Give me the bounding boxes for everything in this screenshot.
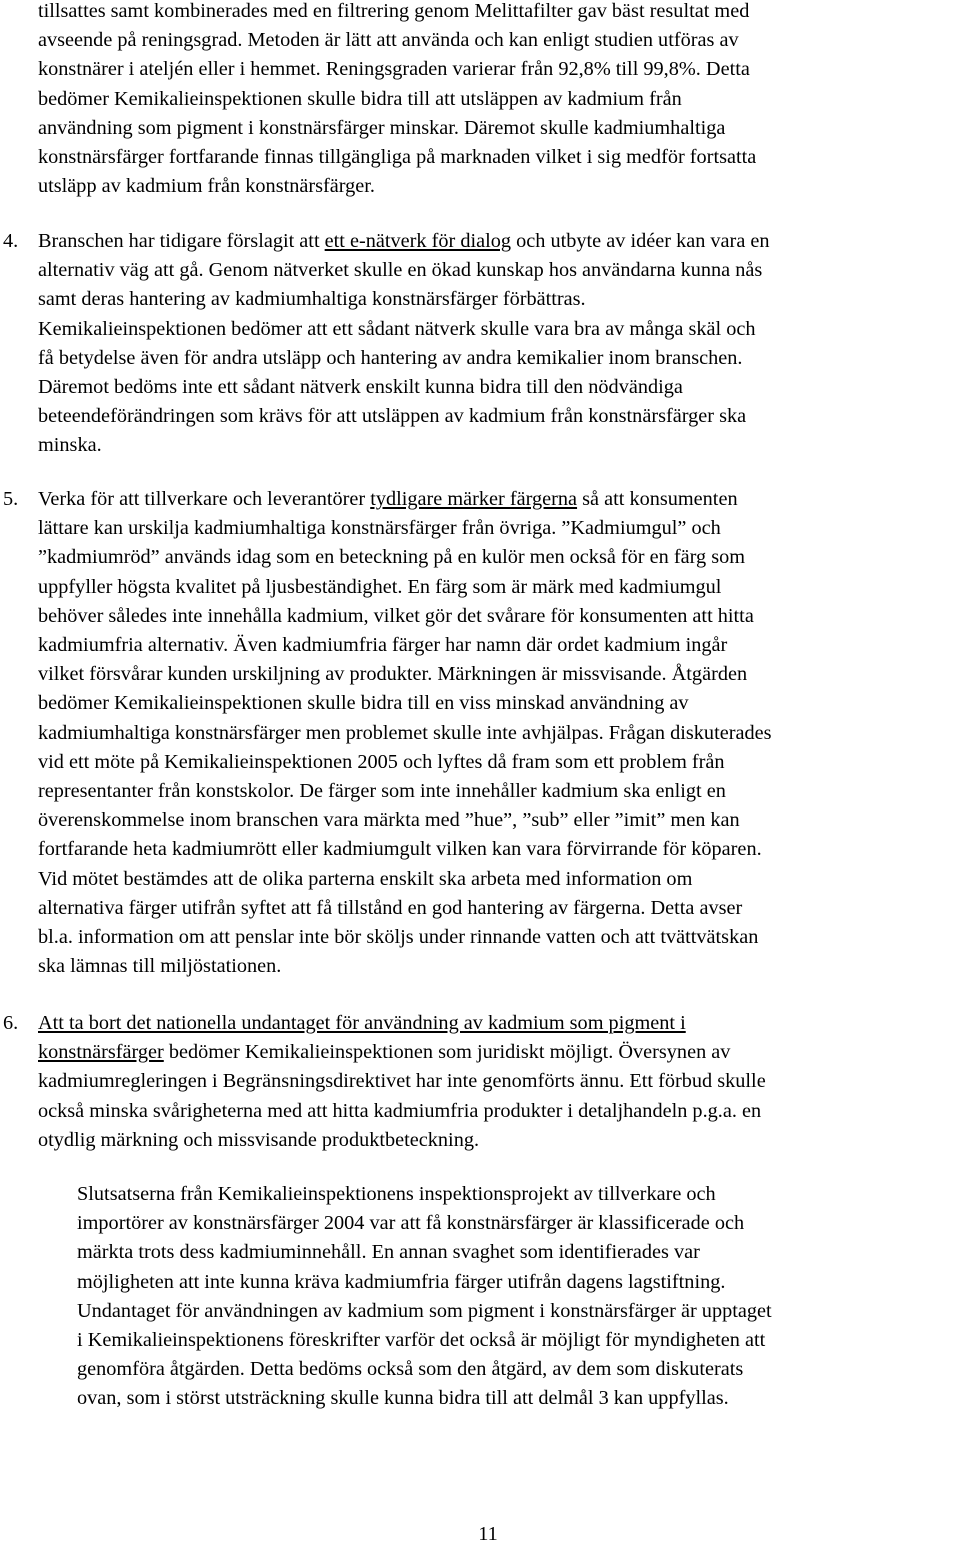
text-line: fortfarande heta kadmiumrött eller kadmiumgult vilken kan vara förvirrande för köparen. bbox=[38, 838, 762, 861]
intro-paragraph bbox=[38, 0, 958, 201]
text-line: Däremot bedöms inte ett sådant nätverk enskilt kunna bidra till den nödvändiga bbox=[38, 376, 683, 399]
text-line: representanter från konstskolor. De färger som inte innehåller kadmium ska enligt en bbox=[38, 780, 726, 803]
text-line bbox=[38, 485, 958, 514]
text-line: kadmiumregleringen i Begränsningsdirektivet har inte genomförts ännu. Ett förbud skulle bbox=[38, 1070, 766, 1093]
text-run: så att konsumenten bbox=[577, 488, 738, 510]
text-line: användning som pigment i konstnärsfärger minskar. Däremot skulle kadmiumhaltiga bbox=[38, 116, 726, 139]
text-line: utsläpp av kadmium från konstnärsfärger. bbox=[38, 175, 375, 198]
text-line: avseende på reningsgrad. Metoden är lätt att använda och kan enligt studien utföras av bbox=[38, 29, 739, 52]
text-line: beteendeförändringen som krävs för att utsläppen av kadmium från konstnärsfärger ska bbox=[38, 405, 747, 428]
conclusion-paragraph bbox=[77, 1180, 957, 1414]
text-line: kadmiumhaltiga konstnärsfärger men problemet skulle inte avhjälpas. Frågan diskuterades bbox=[38, 721, 772, 744]
text-line: också minska svårigheterna med att hitta kadmiumfria produkter i detaljhandeln p.g.a. en bbox=[38, 1099, 762, 1122]
text-line: ”kadmiumröd” används idag som en beteckning på en kulör men också för en färg som bbox=[38, 546, 746, 569]
list-item-body bbox=[38, 1009, 958, 1155]
text-line: uppfyller högsta kvalitet på ljusbeständighet. En färg som är märk med kadmiumgul bbox=[38, 575, 722, 598]
text-line: tillsattes samt kombinerades med en filtrering genom Melittafilter gav bäst resultat med bbox=[38, 0, 750, 22]
text-run: och utbyte av idéer kan vara en bbox=[511, 230, 770, 252]
text-line bbox=[38, 1009, 958, 1038]
list-number: 6. bbox=[3, 1012, 19, 1034]
text-line bbox=[38, 227, 958, 256]
underlined-text: konstnärsfärger bbox=[38, 1041, 164, 1064]
text-line: ovan, som i störst utsträckning skulle kunna bidra till att delmål 3 kan uppfyllas. bbox=[77, 1387, 729, 1410]
text-line: bedömer Kemikalieinspektionen skulle bidra till att utsläppen av kadmium från bbox=[38, 87, 682, 110]
underlined-text: tydligare märker färgerna bbox=[370, 488, 578, 510]
text-line: alternativa färger utifrån syftet att få tillstånd en god hantering av färgerna. Detta avser bbox=[38, 896, 743, 919]
text-line: vid ett möte på Kemikalieinspektionen 2005 och lyftes då fram som ett problem från bbox=[38, 750, 725, 773]
list-item-body bbox=[38, 227, 958, 461]
text-line: minska. bbox=[38, 434, 102, 457]
text-line: alternativ väg att gå. Genom nätverket skulle en ökad kunskap hos användarna kunna nås bbox=[38, 259, 763, 282]
text-line: konstnärsfärger fortfarande finnas tillgängliga på marknaden vilket i sig medför fortsatta bbox=[38, 146, 757, 169]
text-line: vilket försvårar kunden urskiljning av produkter. Märkningen är missvisande. Åtgärden bbox=[38, 663, 748, 686]
text-line: möjligheten att inte kunna kräva kadmiumfria färger utifrån dagens lagstiftning. bbox=[77, 1270, 726, 1293]
underlined-text: Att ta bort det nationella undantaget för användning av kadmium som pigment i bbox=[38, 1012, 686, 1034]
text-line: konstnärer i ateljén eller i hemmet. Reningsgraden varierar från 92,8% till 99,8%. Detta bbox=[38, 58, 750, 81]
text-line: behöver således inte innehålla kadmium, vilket gör det svårare för konsumenten att hitta bbox=[38, 604, 754, 627]
text-line: Vid mötet bestämdes att de olika parterna enskilt ska arbeta med information om bbox=[38, 867, 693, 890]
underlined-text: ett e-nätverk för dialog bbox=[324, 230, 512, 252]
text-line: överenskommelse inom branschen vara märkta med ”hue”, ”sub” eller ”imit” men kan bbox=[38, 809, 740, 832]
text-run: bedömer Kemikalieinspektionen som juridiskt möjligt. Översynen av bbox=[163, 1041, 731, 1064]
text-line: bedömer Kemikalieinspektionen skulle bidra till en viss minskad användning av bbox=[38, 692, 689, 715]
text-line: bl.a. information om att penslar inte bör sköljs under rinnande vatten och att tvättvätskan bbox=[38, 926, 759, 949]
text-line: kadmiumfria alternativ. Även kadmiumfria färger har namn där ordet kadmium ingår bbox=[38, 634, 728, 657]
text-line: lättare kan urskilja kadmiumhaltiga konstnärsfärger från övriga. ”Kadmiumgul” och bbox=[38, 517, 721, 540]
text-line: Slutsatserna från Kemikalieinspektionens inspektionsprojekt av tillverkare och bbox=[77, 1183, 716, 1205]
text-line: importörer av konstnärsfärger 2004 var att få konstnärsfärger är klassificerade och bbox=[77, 1212, 745, 1235]
text-line: ska lämnas till miljöstationen. bbox=[38, 955, 282, 978]
text-line: Kemikalieinspektionen bedömer att ett sådant nätverk skulle vara bra av många skäl och bbox=[38, 317, 756, 340]
page-number: 11 bbox=[478, 1523, 498, 1545]
text-line: Undantaget för användningen av kadmium som pigment i konstnärsfärger är upptaget bbox=[77, 1299, 772, 1322]
text-run: Verka för att tillverkare och leverantörer bbox=[38, 488, 371, 510]
list-number: 4. bbox=[3, 230, 19, 252]
text-line bbox=[38, 1038, 958, 1067]
text-line: i Kemikalieinspektionens föreskrifter varför det också är möjligt för myndigheten att bbox=[77, 1329, 766, 1352]
list-number: 5. bbox=[3, 488, 19, 510]
text-run: Branschen har tidigare förslagit att bbox=[38, 230, 325, 252]
text-line: samt deras hantering av kadmiumhaltiga konstnärsfärger förbättras. bbox=[38, 288, 586, 311]
text-line: få betydelse även för andra utsläpp och hantering av andra kemikalier inom branschen. bbox=[38, 346, 743, 369]
text-line: genomföra åtgärden. Detta bedöms också som den åtgärd, av dem som diskuterats bbox=[77, 1358, 744, 1381]
text-line: otydlig märkning och missvisande produktbeteckning. bbox=[38, 1128, 480, 1151]
page-footer bbox=[0, 1520, 960, 1549]
list-item-body bbox=[38, 485, 958, 981]
text-line: märkta trots dess kadmiuminnehåll. En annan svaghet som identifierades var bbox=[77, 1241, 700, 1264]
